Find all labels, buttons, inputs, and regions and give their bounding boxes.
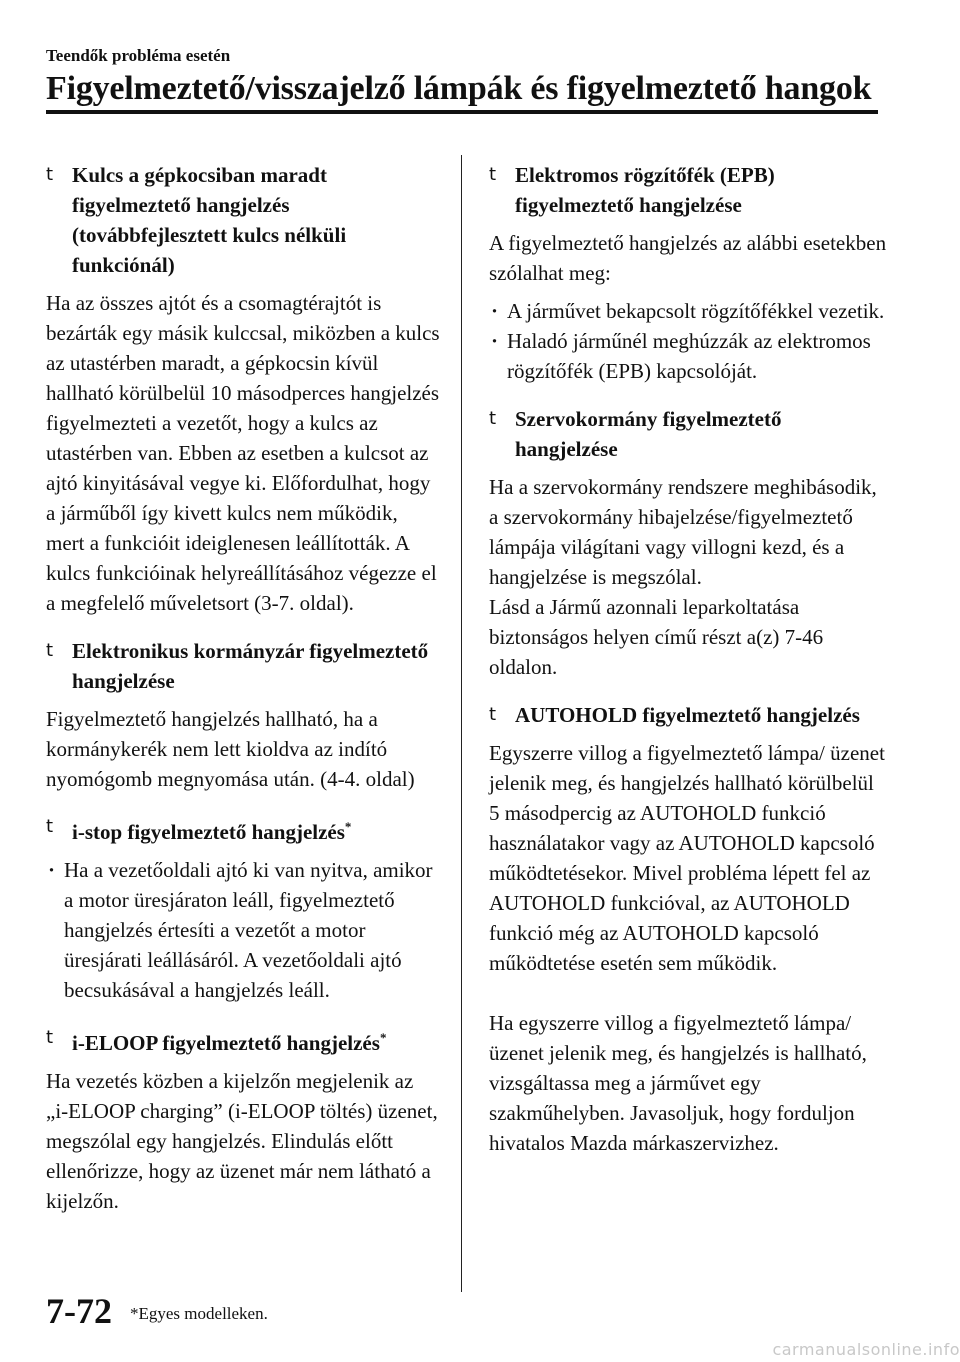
header-rule bbox=[46, 110, 878, 114]
bullet-list bbox=[489, 296, 889, 386]
list-item: · Ha a vezetőoldali ajtó ki van nyitva, amikor a motor üresjáraton leáll, figyelmeztető hangjelzés értesíti a vezetőt a motor üresjárati leállásáról. A vezetőoldali ajtó becsukásával a hangjelzés leáll. bbox=[46, 855, 440, 1005]
section-label: Teendők probléma esetén bbox=[46, 46, 231, 65]
section-marker-icon: t bbox=[489, 408, 497, 429]
section-heading: t i-stop figyelmeztető hangjelzés* bbox=[46, 812, 440, 847]
section-body: A figyelmeztető hangjelzés az alábbi esetekben szólalhat meg: bbox=[489, 231, 887, 285]
section-marker-icon: t bbox=[46, 1027, 54, 1048]
section-body: Ha az összes ajtót és a csomagtérajtót is bezárták egy másik kulccsal, miközben a kulcs az utastérben maradt, a gépkocsin kívül hallható körülbelül 10 másodperces hangjelzés figyelmezteti a vezetőt, hogy a kulcs az utastérben van. Ebben az esetben a kulcsot az ajtó kinyitásával vegye ki. Előfordulhat, hogy a járműből így kivett kulcs nem működik, mert a funkcióit ideiglenesen leállították. A kulcs funkcióinak helyreállításához végezze el a megfelelő műveletsort (3-7. oldal). bbox=[46, 291, 440, 615]
left-column bbox=[46, 160, 440, 1234]
section-marker-icon: t bbox=[489, 164, 497, 185]
footnote: *Egyes modelleken. bbox=[130, 1304, 268, 1323]
section-i-stop bbox=[46, 812, 440, 1005]
section-key-left-in-vehicle bbox=[46, 160, 440, 618]
asterisk: * bbox=[379, 1030, 387, 1045]
section-body: Lásd a Jármű azonnali leparkoltatása biztonságos helyen című részt a(z) 7-46 oldalon. bbox=[489, 595, 824, 679]
section-autohold bbox=[489, 700, 889, 1158]
section-i-eloop bbox=[46, 1023, 440, 1216]
section-marker-icon: t bbox=[46, 164, 54, 185]
list-item: · A járművet bekapcsolt rögzítőfékkel vezetik. bbox=[489, 296, 889, 326]
section-steering-lock bbox=[46, 636, 440, 794]
section-body: Ha egyszerre villog a figyelmeztető lámpa/üzenet jelenik meg, és hangjelzés is hallható, vizsgáltassa meg a járművet egy szakműhelyben. Javasoljuk, hogy forduljon hivatalos Mazda márkaszervizhez. bbox=[489, 1011, 867, 1155]
list-item: · Haladó járműnél meghúzzák az elektromos rögzítőfék (EPB) kapcsolóját. bbox=[489, 326, 889, 386]
section-heading: t Elektronikus kormányzár figyelmeztető hangjelzése bbox=[46, 636, 440, 696]
section-epb bbox=[489, 160, 889, 386]
section-power-steering bbox=[489, 404, 889, 682]
bullet-list bbox=[46, 855, 440, 1005]
section-marker-icon: t bbox=[46, 640, 54, 661]
column-divider bbox=[461, 155, 462, 1292]
section-body: Ha vezetés közben a kijelzőn megjelenik az „i-ELOOP charging” (i-ELOOP töltés) üzenet, megszólal egy hangjelzés. Elindulás előtt ellenőrizze, hogy az üzenet már nem látható a kijelzőn. bbox=[46, 1069, 438, 1213]
section-heading: t Kulcs a gépkocsiban maradt figyelmeztető hangjelzés (továbbfejlesztett kulcs nélküli funkciónál) bbox=[46, 160, 440, 280]
section-body: Figyelmeztető hangjelzés hallható, ha a kormánykerék nem lett kioldva az indító nyomógomb megnyomása után. (4-4. oldal) bbox=[46, 707, 415, 791]
page-header bbox=[46, 46, 886, 110]
right-column bbox=[489, 160, 889, 1176]
asterisk: * bbox=[344, 819, 352, 834]
section-heading: t Szervokormány figyelmeztető hangjelzése bbox=[489, 404, 889, 464]
section-heading: t AUTOHOLD figyelmeztető hangjelzés bbox=[489, 700, 889, 730]
section-marker-icon: t bbox=[489, 704, 497, 725]
section-heading: t Elektromos rögzítőfék (EPB) figyelmeztető hangjelzése bbox=[489, 160, 889, 220]
section-heading: t i-ELOOP figyelmeztető hangjelzés* bbox=[46, 1023, 440, 1058]
chapter-title: Figyelmeztető/visszajelző lámpák és figyelmeztető hangok bbox=[46, 70, 872, 107]
watermark: carmanualsonline.info bbox=[772, 1340, 960, 1359]
section-marker-icon: t bbox=[46, 816, 54, 837]
page-number: 7-72 bbox=[46, 1291, 112, 1331]
section-body: Egyszerre villog a figyelmeztető lámpa/ üzenet jelenik meg, és hangjelzés hallható körülbelül 5 másodpercig az AUTOHOLD funkció használatakor vagy az AUTOHOLD kapcsoló működtetésekor. Mivel probléma lépett fel az AUTOHOLD funkcióval, az AUTOHOLD funkció még az AUTOHOLD kapcsoló működtetése esetén sem működik. bbox=[489, 741, 885, 975]
section-body: Ha a szervokormány rendszere meghibásodik, a szervokormány hibajelzése/figyelmeztető lámpája világítani vagy villogni kezd, és a hangjelzése is megszólal. bbox=[489, 475, 877, 589]
